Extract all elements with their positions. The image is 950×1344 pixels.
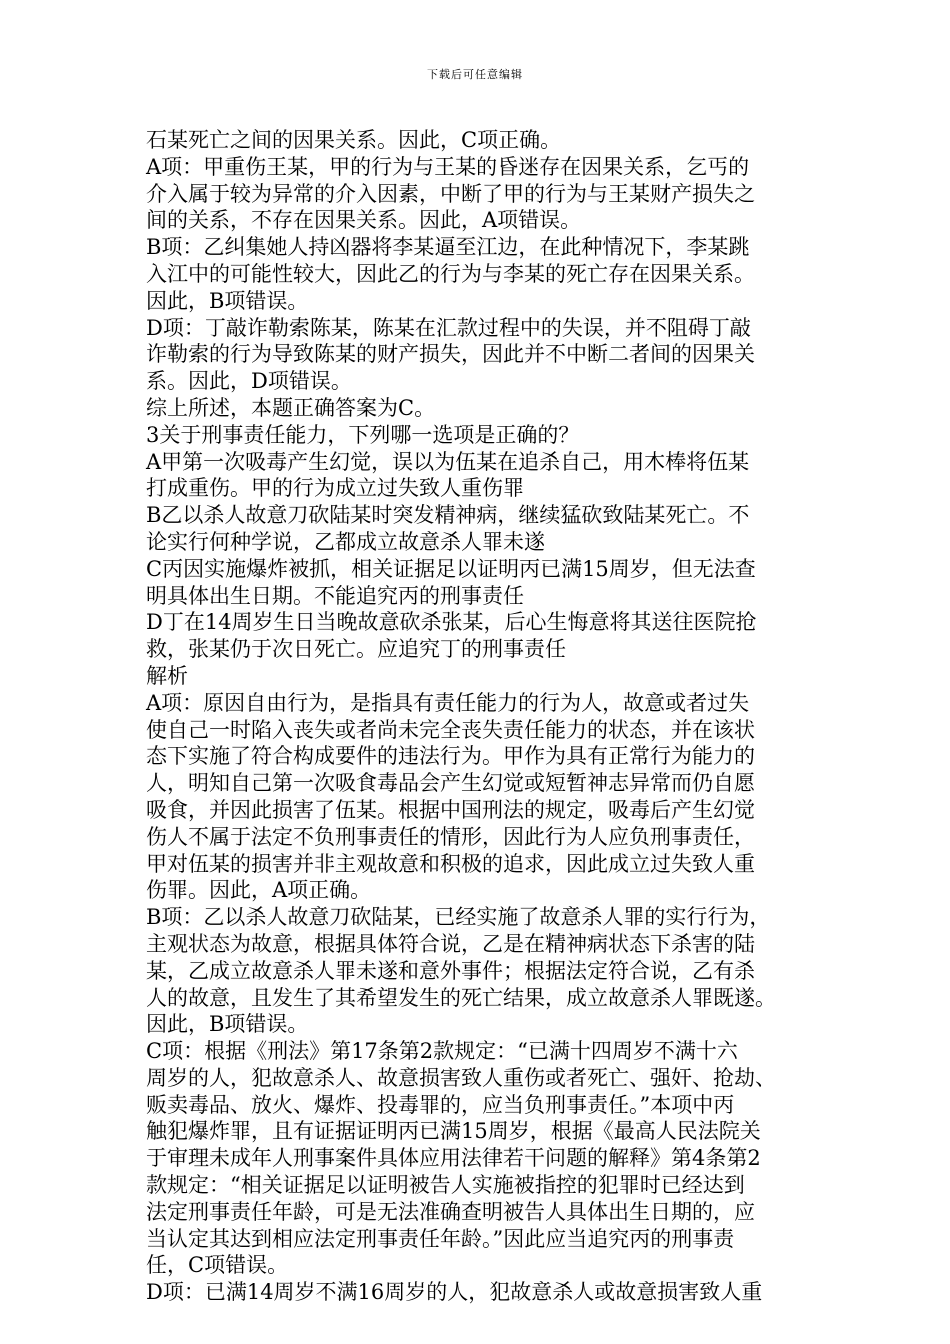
- text-line: 于审理未成年人刑事案件具体应用法律若干问题的解释》第4条第2: [146, 1146, 761, 1171]
- text-line: A项：甲重伤王某，甲的行为与王某的昏迷存在因果关系，乞丐的: [146, 154, 750, 179]
- text-line: 周岁的人，犯故意杀人、故意损害致人重伤或者死亡、强奸、抢劫、: [146, 1065, 776, 1090]
- document-body: [146, 127, 816, 1306]
- page-header-note: 下载后可任意编辑: [427, 68, 523, 81]
- text-line: 人的故意，且发生了其希望发生的死亡结果，成立故意杀人罪既遂。: [146, 985, 776, 1010]
- text-line: 贩卖毒品、放火、爆炸、投毒罪的，应当负刑事责任。”本项中丙: [146, 1092, 735, 1117]
- text-line: 某，乙成立故意杀人罪未遂和意外事件；根据法定符合说，乙有杀: [146, 958, 755, 983]
- text-line: 伤罪。因此，A项正确。: [146, 878, 372, 903]
- text-line: 石某死亡之间的因果关系。因此，C项正确。: [146, 128, 562, 152]
- text-line: 款规定：“相关证据足以证明被告人实施被指控的犯罪时已经达到: [146, 1173, 745, 1198]
- text-line: 吸食，并因此损害了伍某。根据中国刑法的规定，吸毒后产生幻觉: [146, 797, 755, 822]
- text-line: 3关于刑事责任能力，下列哪一选项是正确的？: [146, 422, 580, 447]
- text-line: 触犯爆炸罪，且有证据证明丙已满15周岁，根据《最高人民法院关: [146, 1119, 761, 1144]
- text-line: 间的关系，不存在因果关系。因此，A项错误。: [146, 208, 582, 233]
- text-line: B项：乙纠集她人持凶器将李某逼至江边，在此种情况下，李某跳: [146, 235, 750, 260]
- text-line: 解析: [146, 663, 188, 688]
- text-line: 任，C项错误。: [146, 1253, 289, 1278]
- text-line: 系。因此，D项错误。: [146, 369, 352, 394]
- text-line: A甲第一次吸毒产生幻觉，误以为伍某在追杀自己，用木棒将伍某: [146, 449, 750, 474]
- text-line: 人，明知自己第一次吸食毒品会产生幻觉或短暂神志异常而仍自愿: [146, 771, 755, 796]
- text-line: C丙因实施爆炸被抓，相关证据足以证明丙已满15周岁，但无法查: [146, 556, 756, 581]
- text-line: 明具体出生日期。不能追究丙的刑事责任: [146, 583, 524, 608]
- text-line: 打成重伤。甲的行为成立过失致人重伤罪: [146, 476, 524, 501]
- text-line: 介入属于较为异常的介入因素，中断了甲的行为与王某财产损失之: [146, 181, 755, 206]
- text-line: 主观状态为故意，根据具体符合说，乙是在精神病状态下杀害的陆: [146, 931, 755, 956]
- text-line: 甲对伍某的损害并非主观故意和积极的追求，因此成立过失致人重: [146, 851, 755, 876]
- text-line: 态下实施了符合构成要件的违法行为。甲作为具有正常行为能力的: [146, 744, 755, 769]
- text-line: 因此，B项错误。: [146, 288, 309, 313]
- text-line: 诈勒索的行为导致陈某的财产损失，因此并不中断二者间的因果关: [146, 342, 755, 367]
- text-line: D项：丁敲诈勒索陈某，陈某在汇款过程中的失误，并不阻碍丁敲: [146, 315, 751, 340]
- text-line: C项：根据《刑法》第17条第2款规定：“已满十四周岁不满十六: [146, 1039, 738, 1064]
- text-line: 伤人不属于法定不负刑事责任的情形，因此行为人应负刑事责任，: [146, 824, 755, 849]
- text-line: 入江中的可能性较大，因此乙的行为与李某的死亡存在因果关系。: [146, 261, 755, 286]
- text-line: 因此，B项错误。: [146, 1012, 309, 1037]
- text-line: 救，张某仍于次日死亡。应追究丁的刑事责任: [146, 637, 566, 662]
- text-line: B乙以杀人故意刀砍陆某时突发精神病，继续猛砍致陆某死亡。不: [146, 503, 750, 528]
- text-line: 使自己一时陷入丧失或者尚未完全丧失责任能力的状态，并在该状: [146, 717, 755, 742]
- text-line: 综上所述，本题正确答案为C。: [146, 395, 436, 420]
- text-line: D项：已满14周岁不满16周岁的人，犯故意杀人或故意损害致人重: [146, 1280, 763, 1305]
- text-line: 当认定其达到相应法定刑事责任年龄。”因此应当追究丙的刑事责: [146, 1226, 735, 1251]
- text-line: 论实行何种学说，乙都成立故意杀人罪未遂: [146, 529, 545, 554]
- text-line: B项：乙以杀人故意刀砍陆某，已经实施了故意杀人罪的实行行为，: [146, 905, 771, 930]
- text-line: 法定刑事责任年龄，可是无法准确查明被告人具体出生日期的，应: [146, 1199, 755, 1224]
- text-line: A项：原因自由行为，是指具有责任能力的行为人，故意或者过失: [146, 690, 750, 715]
- text-line: D丁在14周岁生日当晚故意砍杀张某，后心生悔意将其送往医院抢: [146, 610, 757, 635]
